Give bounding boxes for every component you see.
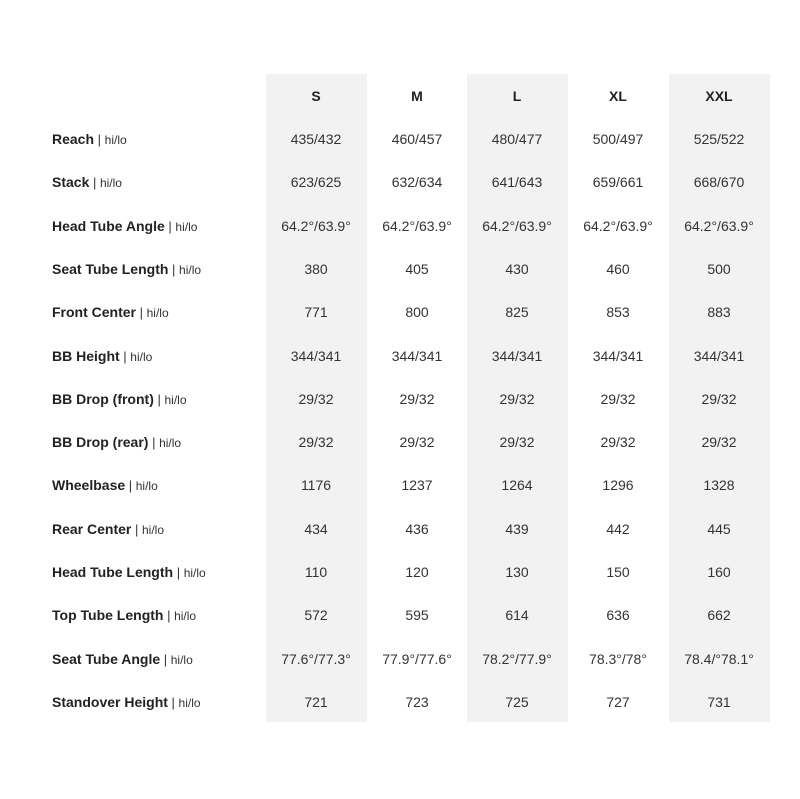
table-cell: 883 <box>707 304 731 320</box>
table-cell: 853 <box>606 304 630 320</box>
table-cell: 380 <box>304 261 328 277</box>
table-cell: 614 <box>505 607 529 623</box>
separator: | <box>89 175 100 190</box>
table-cell: 434 <box>304 521 328 537</box>
table-cell: 120 <box>405 564 429 580</box>
measurement-name: Top Tube Length <box>52 607 164 623</box>
measurement-name: Wheelbase <box>52 477 126 493</box>
table-cell: 668/670 <box>693 174 745 190</box>
separator: | <box>168 262 180 277</box>
table-cell: 29/32 <box>298 434 334 450</box>
measurement-unit: hi/lo <box>135 479 158 493</box>
separator: | <box>125 478 136 493</box>
table-cell: 150 <box>606 564 630 580</box>
table-cell: 77.9°/77.6° <box>382 651 452 667</box>
table-cell: 78.3°/78° <box>589 651 647 667</box>
row-label <box>52 216 197 237</box>
separator: | <box>94 132 105 147</box>
table-cell: 29/32 <box>399 434 435 450</box>
row-label <box>52 129 127 150</box>
measurement-name: Head Tube Length <box>52 564 174 580</box>
separator: | <box>136 305 147 320</box>
row-label <box>52 346 152 367</box>
table-cell: 29/32 <box>499 434 535 450</box>
measurement-unit: hi/lo <box>178 696 201 710</box>
table-cell: 344/341 <box>491 348 543 364</box>
table-cell: 29/32 <box>298 391 334 407</box>
row-label <box>52 475 158 496</box>
table-cell: 64.2°/63.9° <box>684 218 754 234</box>
table-cell: 436 <box>405 521 429 537</box>
measurement-unit: hi/lo <box>104 133 127 147</box>
separator: | <box>119 349 131 364</box>
table-cell: 344/341 <box>693 348 745 364</box>
table-cell: 344/341 <box>592 348 644 364</box>
table-cell: 430 <box>505 261 529 277</box>
measurement-name: BB Height <box>52 348 120 364</box>
table-cell: 445 <box>707 521 731 537</box>
table-row <box>0 605 800 625</box>
measurement-unit: hi/lo <box>141 523 164 537</box>
measurement-name: BB Drop (rear) <box>52 434 149 450</box>
table-row <box>0 346 800 366</box>
size-header: XL <box>609 88 627 104</box>
size-header: M <box>411 88 423 104</box>
table-cell: 64.2°/63.9° <box>281 218 351 234</box>
table-cell: 721 <box>304 694 328 710</box>
table-cell: 731 <box>707 694 731 710</box>
measurement-unit: hi/lo <box>175 220 198 234</box>
row-label <box>52 562 206 583</box>
table-cell: 344/341 <box>290 348 342 364</box>
row-label <box>52 432 181 453</box>
table-cell: 771 <box>304 304 328 320</box>
measurement-name: Front Center <box>52 304 136 320</box>
table-cell: 1176 <box>300 477 332 493</box>
measurement-unit: hi/lo <box>99 176 122 190</box>
row-label <box>52 172 122 193</box>
row-label <box>52 519 164 540</box>
table-cell: 64.2°/63.9° <box>482 218 552 234</box>
table-cell: 723 <box>405 694 429 710</box>
separator: | <box>163 608 175 623</box>
table-row <box>0 216 800 236</box>
table-cell: 29/32 <box>600 391 636 407</box>
measurement-unit: hi/lo <box>174 609 197 623</box>
table-cell: 160 <box>707 564 731 580</box>
table-row <box>0 562 800 582</box>
table-cell: 525/522 <box>693 131 745 147</box>
separator: | <box>173 565 184 580</box>
table-cell: 727 <box>606 694 630 710</box>
table-row <box>0 519 800 539</box>
table-row <box>0 475 800 495</box>
measurement-unit: hi/lo <box>179 263 202 277</box>
measurement-unit: hi/lo <box>130 350 153 364</box>
table-cell: 460/457 <box>391 131 443 147</box>
size-header: XXL <box>705 88 733 104</box>
table-cell: 480/477 <box>491 131 543 147</box>
table-row <box>0 172 800 192</box>
row-label <box>52 649 193 670</box>
table-cell: 1237 <box>401 477 433 493</box>
table-cell: 435/432 <box>290 131 342 147</box>
measurement-unit: hi/lo <box>159 436 182 450</box>
separator: | <box>160 652 171 667</box>
table-cell: 29/32 <box>701 391 737 407</box>
table-cell: 1296 <box>602 477 634 493</box>
measurement-unit: hi/lo <box>170 653 193 667</box>
table-cell: 572 <box>304 607 328 623</box>
table-row <box>0 432 800 452</box>
table-row <box>0 649 800 669</box>
table-cell: 29/32 <box>499 391 535 407</box>
measurement-name: Standover Height <box>52 694 168 710</box>
table-cell: 439 <box>505 521 529 537</box>
table-cell: 130 <box>505 564 529 580</box>
separator: | <box>167 695 179 710</box>
measurement-name: Reach <box>52 131 95 147</box>
measurement-unit: hi/lo <box>164 393 187 407</box>
size-header: L <box>512 88 522 104</box>
measurement-unit: hi/lo <box>146 306 169 320</box>
table-cell: 641/643 <box>491 174 543 190</box>
row-label <box>52 302 169 323</box>
table-cell: 500 <box>707 261 731 277</box>
table-cell: 29/32 <box>399 391 435 407</box>
table-cell: 636 <box>606 607 630 623</box>
table-cell: 800 <box>405 304 429 320</box>
table-cell: 500/497 <box>592 131 644 147</box>
table-cell: 344/341 <box>391 348 443 364</box>
table-cell: 825 <box>505 304 529 320</box>
table-row <box>0 259 800 279</box>
table-cell: 1328 <box>703 477 735 493</box>
table-cell: 442 <box>606 521 630 537</box>
table-row <box>0 389 800 409</box>
table-cell: 623/625 <box>290 174 342 190</box>
table-cell: 64.2°/63.9° <box>382 218 452 234</box>
table-cell: 78.4/°78.1° <box>684 651 754 667</box>
row-label <box>52 605 196 626</box>
measurement-name: Stack <box>52 174 90 190</box>
measurement-name: Seat Tube Angle <box>52 651 161 667</box>
row-label <box>52 389 187 410</box>
table-cell: 725 <box>505 694 529 710</box>
table-cell: 29/32 <box>600 434 636 450</box>
measurement-name: Seat Tube Length <box>52 261 169 277</box>
table-cell: 460 <box>606 261 630 277</box>
separator: | <box>131 522 142 537</box>
measurement-unit: hi/lo <box>183 566 206 580</box>
table-cell: 78.2°/77.9° <box>482 651 552 667</box>
table-cell: 659/661 <box>592 174 644 190</box>
table-cell: 110 <box>304 564 328 580</box>
table-cell: 1264 <box>501 477 533 493</box>
row-label <box>52 259 201 280</box>
size-header: S <box>311 88 321 104</box>
row-label <box>52 692 201 713</box>
table-cell: 632/634 <box>391 174 443 190</box>
separator: | <box>153 392 165 407</box>
separator: | <box>164 219 176 234</box>
table-row <box>0 129 800 149</box>
table-row <box>0 302 800 322</box>
measurement-name: BB Drop (front) <box>52 391 154 407</box>
table-cell: 64.2°/63.9° <box>583 218 653 234</box>
table-cell: 595 <box>405 607 429 623</box>
table-cell: 29/32 <box>701 434 737 450</box>
table-cell: 405 <box>405 261 429 277</box>
measurement-name: Head Tube Angle <box>52 218 165 234</box>
table-row <box>0 692 800 712</box>
table-cell: 77.6°/77.3° <box>281 651 351 667</box>
separator: | <box>148 435 160 450</box>
measurement-name: Rear Center <box>52 521 132 537</box>
table-cell: 662 <box>707 607 731 623</box>
